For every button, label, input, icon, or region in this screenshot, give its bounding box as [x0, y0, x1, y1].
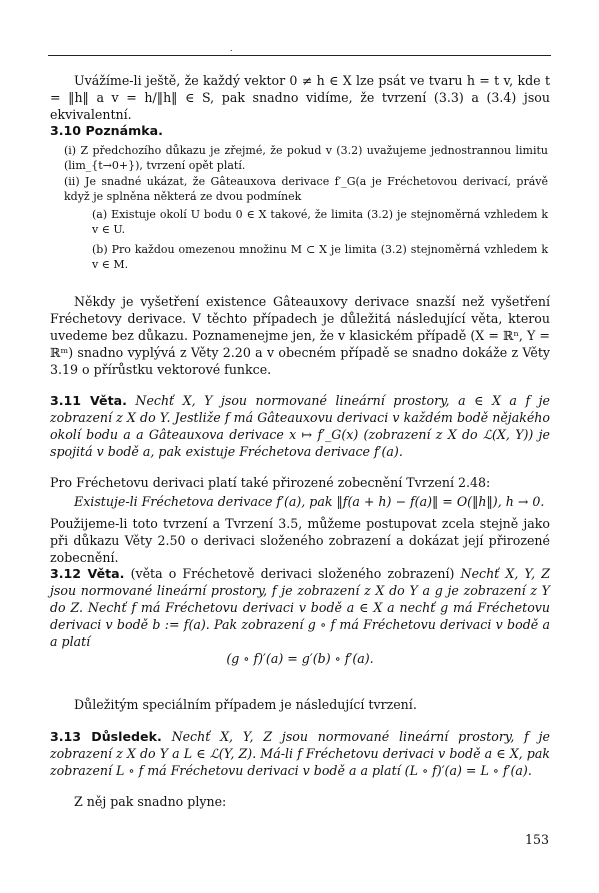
display-formula: (g ∘ f)′(a) = g′(b) ∘ f′(a). — [226, 651, 374, 666]
paragraph-5: Důležitým speciálním případem je následující tvrzení. — [74, 697, 417, 712]
remark-title: 3.10 Poznámka. — [50, 123, 163, 138]
theorem-body: Nechť X, Y, Z jsou normované lineární prostory, f je zobrazení z X do Y a g je zobrazení z Y do Z. Nechť f má Fréchetovu derivaci v bodě a ∈ X a nechť g má Fréchetovu derivaci v bodě b := f(a). Pak zobrazení g ∘ f má Fréchetovu derivaci v bodě a a platí — [50, 566, 550, 649]
paragraph-4: Použijeme-li toto tvrzení a Tvrzení 3.5, můžeme postupovat zcela stejně jako při důkazu Věty 2.50 o derivaci složeného zobrazení a dokázat její přirozené zobecnění. — [50, 516, 550, 565]
paragraph-2: Někdy je vyšetření existence Gâteauxovy derivace snazší než vyšetření Fréchetovy derivace. V těchto případech je důležitá následující věta, kterou uvedeme bez důkazu. Poznamenejme jen, že v klasickém případě (X = ℝⁿ, Y = ℝᵐ) snadno vyplývá z Věty 2.20 a v obecném případě se snadno dokáže z Věty 3.19 o přírůstku vektorové funkce. — [50, 294, 550, 377]
theorem-note: (věta o Fréchetově derivaci složeného zobrazení) — [130, 566, 455, 581]
paragraph-6: Z něj pak snadno plyne: — [74, 794, 227, 809]
corollary-3-13 — [50, 728, 550, 779]
theorem-body: Nechť X, Y jsou normované lineární prostory, a ∈ X a f je zobrazení z X do Y. Jestliže f má Gâteauxovu derivaci v každém bodě nějakého okolí bodu a a Gâteauxova derivace x ↦ f′_G(x) (zobrazení z X do ℒ(X, Y)) je spojitá v bodě a, pak existuje Fréchetova derivace f′(a). — [50, 393, 550, 459]
paragraph-3: Pro Fréchetovu derivaci platí také přirozené zobecnění Tvrzení 2.48: — [50, 475, 491, 490]
corollary-body: Nechť X, Y, Z jsou normované lineární prostory, f je zobrazení z X do Y a L ∈ ℒ(Y, Z). Má-li f Fréchetovu derivaci v bodě a ∈ X, pak zobrazení L ∘ f má Fréchetovu derivaci v bodě a a platí (L ∘ f)′(a) = L ∘ f′(a). — [50, 729, 550, 778]
remark-item-a: (a) Existuje okolí U bodu 0 ∈ X takové, že limita (3.2) je stejnoměrná vzhledem k v ∈ U. — [92, 208, 548, 236]
header-dot: . — [230, 44, 233, 53]
corollary-title: 3.13 Důsledek. — [50, 729, 162, 744]
paragraph-1: Uvážíme-li ještě, že každý vektor 0 ≠ h ∈ X lze psát ve tvaru h = t v, kde t = ‖h‖ a v = h/‖h‖ ∈ S, pak snadno vidíme, že tvrzení (3.3) a (3.4) jsou ekvivalentní. — [50, 73, 550, 122]
theorem-3-12 — [50, 565, 550, 650]
remark-3-10 — [50, 122, 550, 139]
remark-item-ii: (ii) Je snadné ukázat, že Gâteauxova derivace f′_G(a je Fréchetovou derivací, právě když je splněna některá ze dvou podmínek — [64, 175, 548, 203]
theorem-title: 3.12 Věta. — [50, 566, 125, 581]
formula-line: Existuje-li Fréchetova derivace f′(a), pak ‖f(a + h) − f(a)‖ = O(‖h‖), h → 0. — [74, 494, 545, 509]
theorem-3-11 — [50, 392, 550, 460]
theorem-title: 3.11 Věta. — [50, 393, 127, 408]
page-number: 153 — [524, 832, 549, 847]
remark-item-b: (b) Pro každou omezenou množinu M ⊂ X je limita (3.2) stejnoměrná vzhledem k v ∈ M. — [92, 243, 548, 271]
remark-item-i: (i) Z předchozího důkazu je zřejmé, že pokud v (3.2) uvažujeme jednostrannou limitu (lim_{t→0+}), tvrzení opět platí. — [64, 144, 548, 172]
top-rule — [48, 55, 551, 56]
